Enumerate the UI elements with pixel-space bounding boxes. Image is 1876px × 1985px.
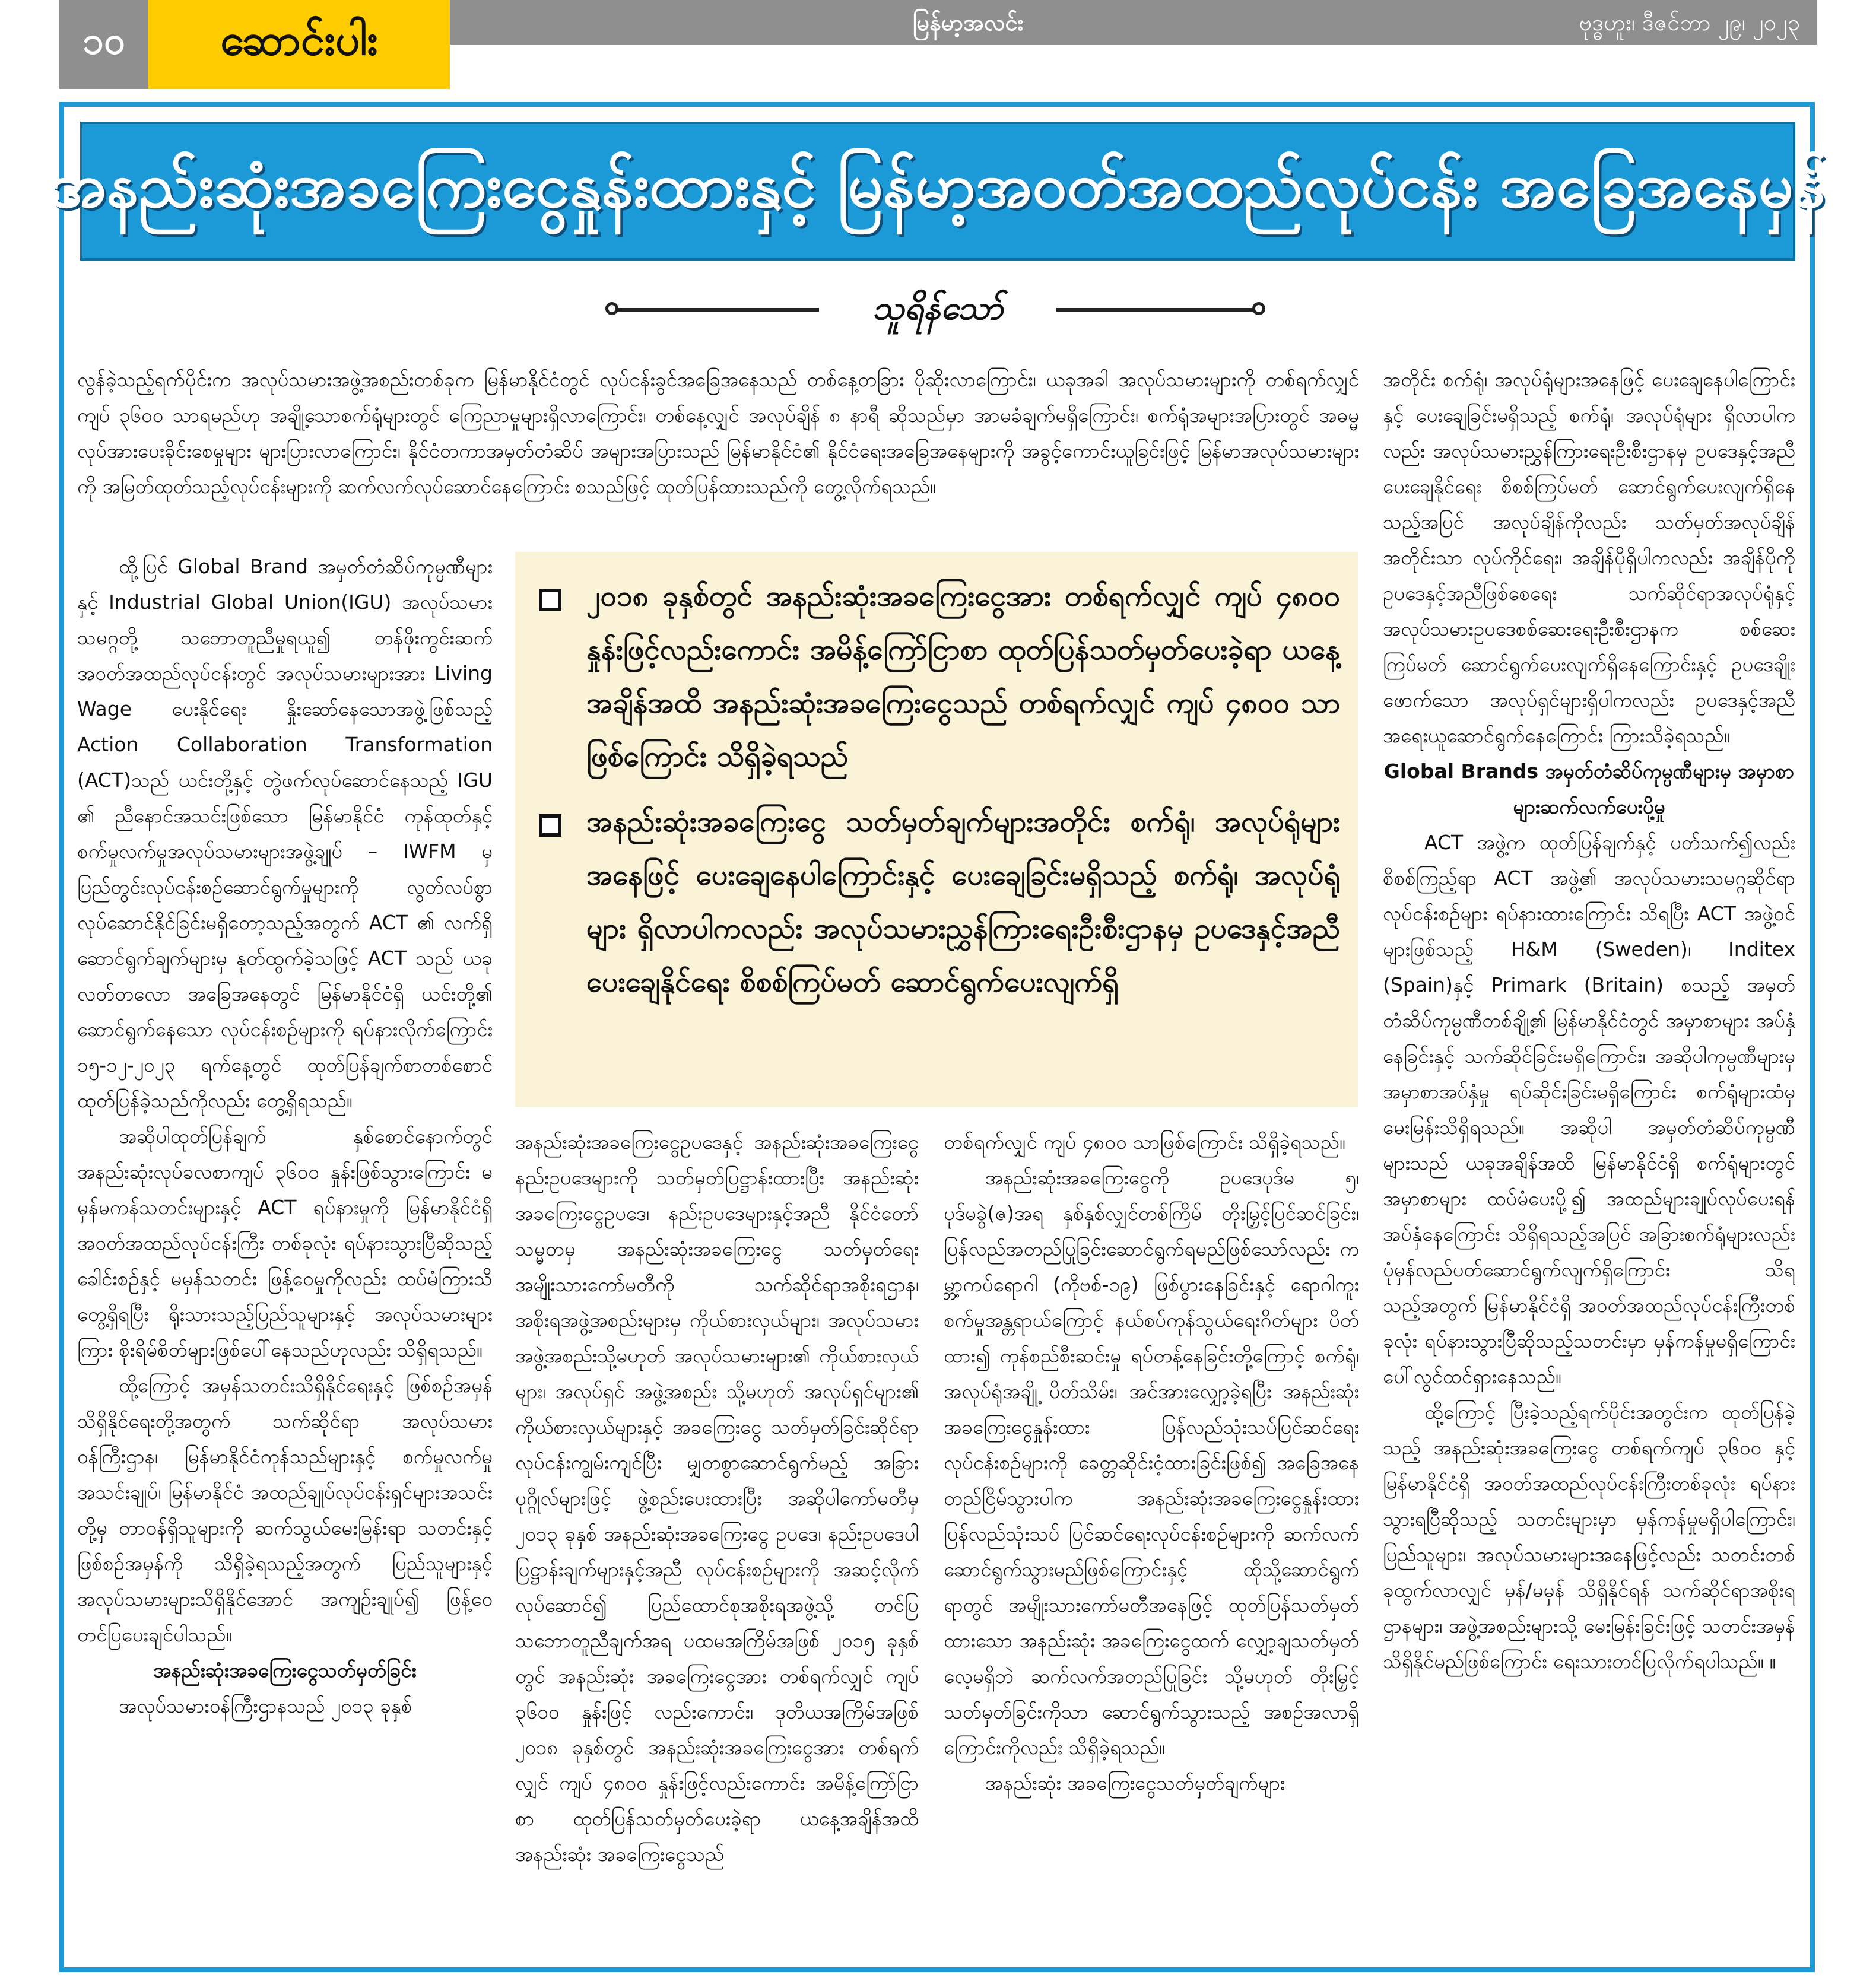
paragraph: အလုပ်သမားဝန်ကြီးဌာနသည် ၂၀၁၃ ခုနှစ် (119, 1694, 412, 1717)
column-middle-2 (944, 1125, 1359, 1955)
byline-row (605, 291, 1270, 326)
paragraph: အတိုင်း စက်ရုံ၊ အလုပ်ရုံများအနေဖြင့် ပေးချေနေပါကြောင်းနှင့် ပေးချေခြင်းမရှိသည့် စက်ရုံ၊ အလုပ်ရုံများ ရှိလာပါကလည်း အလုပ်သမားညွှန်ကြားရေးဦးစီးဌာနမှ ဥပဒေနှင့်အညီ ပေးချေနိုင်ရေး စိစစ်ကြပ်မတ် ဆောင်ရွက်ပေးလျက်ရှိနေသည့်အပြင် အလုပ်ချိန်ကိုလည်း သတ်မှတ်အလုပ်ချိန်အတိုင်းသာ လုပ်ကိုင်ရေး၊ အချိန်ပိုရှိပါကလည်း အချိန်ပိုကို ဥပဒေနှင့်အညီဖြစ်စေရေး သက်ဆိုင်ရာအလုပ်ရုံနှင့် အလုပ်သမားဥပဒေစစ်ဆေးရေးဦးစီးဌာနက စစ်ဆေးကြပ်မတ် ဆောင်ရွက်ပေးလျက်ရှိနေကြောင်းနှင့် ဥပဒေချိုးဖောက်သော အလုပ်ရှင်များရှိပါကလည်း ဥပဒေနှင့်အညီ အရေးယူဆောင်ရွက်နေကြောင်း ကြားသိခဲ့ရသည်။ (1383, 368, 1795, 747)
paragraph: ထို့ကြောင့် အမှန်သတင်းသိရှိနိုင်ရေးနှင့် ဖြစ်စဉ်အမှန်သိရှိနိုင်ရေးတို့အတွက် သက်ဆိုင်ရာ အလုပ်သမားဝန်ကြီးဌာန၊ မြန်မာနိုင်ငံကုန်သည်များနှင့် စက်မှုလက်မှုအသင်းချုပ်၊ မြန်မာနိုင်ငံ အထည်ချုပ်လုပ်ငန်းရှင်များအသင်းတို့မှ တာဝန်ရှိသူများကို ဆက်သွယ်မေးမြန်းရာ သတင်းနှင့် ဖြစ်စဉ်အမှန်ကို သိရှိခဲ့ရသည့်အတွက် ပြည်သူများနှင့် အလုပ်သမားများသိရှိနိုင်အောင် အကျဉ်းချုပ်၍ ဖြန့်ဝေတင်ပြပေးချင်ပါသည်။ (77, 1374, 493, 1646)
page-header (0, 0, 1876, 92)
subheading-global-brands: Global Brands အမှတ်တံဆိပ်ကုမ္ပဏီများမှ အမှာစာများဆက်လက်ပေးပို့မှု (1383, 760, 1795, 818)
paragraph: အနည်းဆုံးအခကြေးငွေကို ဥပဒေပုဒ်မ ၅၊ ပုဒ်မခွဲ(ဇ)အရ နှစ်နှစ်လျှင်တစ်ကြိမ် တိုးမြှင့်ပြင်ဆင်ခြင်း၊ ပြန်လည်အတည်ပြုခြင်းဆောင်ရွက်ရမည်ဖြစ်သော်လည်း ကမ္ဘာ့ကပ်ရောဂါ (ကိုဗစ်-၁၉) ဖြစ်ပွားနေခြင်းနှင့် ရောဂါကူးစက်မှုအန္တရာယ်ကြောင့် နယ်စပ်ကုန်သွယ်ရေးဂိတ်များ ပိတ်ထား၍ ကုန်စည်စီးဆင်းမှု ရပ်တန့်နေခြင်းတို့ကြောင့် စက်ရုံ၊ အလုပ်ရုံအချို့ ပိတ်သိမ်း၊ အင်အားလျှော့ခဲ့ရပြီး အနည်းဆုံး အခကြေးငွေနှုန်းထား ပြန်လည်သုံးသပ်ပြင်ဆင်ရေး လုပ်ငန်းစဉ်များကို ခေတ္တဆိုင်းငံ့ထားခြင်းဖြစ်၍ အခြေအနေ တည်ငြိမ်သွားပါက အနည်းဆုံးအခကြေးငွေနှုန်းထား ပြန်လည်သုံးသပ် ပြင်ဆင်ရေးလုပ်ငန်းစဉ်များကို ဆက်လက်ဆောင်ရွက်သွားမည်ဖြစ်ကြောင်းနှင့် ထိုသို့ဆောင်ရွက်ရာတွင် အမျိုးသားကော်မတီအနေဖြင့် ထုတ်ပြန်သတ်မှတ်ထားသော အနည်းဆုံး အခကြေးငွေထက် လျှော့ချသတ်မှတ်လေ့မရှိဘဲ ဆက်လက်အတည်ပြုခြင်း သို့မဟုတ် တိုးမြှင့်သတ်မှတ်ခြင်းကိုသာ ဆောင်ရွက်သွားသည့် အစဉ်အလာရှိကြောင်းကိုလည်း သိရှိခဲ့ရသည်။ (944, 1166, 1359, 1759)
column-right (1383, 362, 1795, 1958)
column-left (77, 549, 493, 1955)
highlight-item (533, 570, 1340, 783)
paragraph: ထို့ပြင် Global Brand အမှတ်တံဆိပ်ကုမ္ပဏီများနှင့် Industrial Global Union(IGU) အလုပ်သမားသမဂ္ဂတို့ သဘောတူညီမှုရယူ၍ တန်ဖိုးကွင်းဆက် အဝတ်အထည်လုပ်ငန်းတွင် အလုပ်သမားများအား Living Wage ပေးနိုင်ရေး နှိုးဆော်နေသောအဖွဲ့ဖြစ်သည့် Action Collaboration Transformation (ACT)သည် ယင်းတို့နှင့် တွဲဖက်လုပ်ဆောင်နေသည့် IGU ၏ ညီနောင်အသင်းဖြစ်သော မြန်မာနိုင်ငံ ကုန်ထုတ်နှင့် စက်မှုလက်မှုအလုပ်သမားများအဖွဲ့ချုပ် – IWFM မှ ပြည်တွင်းလုပ်ငန်းစဉ်ဆောင်ရွက်မှုများကို လွတ်လပ်စွာ လုပ်ဆောင်နိုင်ခြင်းမရှိတော့သည့်အတွက် ACT ၏ လက်ရှိဆောင်ရွက်ချက်များမှ နုတ်ထွက်ခဲ့သဖြင့် ACT သည် ယခု လတ်တလော အခြေအနေတွင် မြန်မာနိုင်ငံရှိ ယင်းတို့၏ ဆောင်ရွက်နေသော လုပ်ငန်းစဉ်များကို ရပ်နားလိုက်ကြောင်း ၁၅-၁၂-၂၀၂၃ ရက်နေ့တွင် ထုတ်ပြန်ချက်စာတစ်စောင် ထုတ်ပြန်ခဲ့သည်ကိုလည်း တွေ့ရှိရသည်။ (77, 555, 493, 1112)
paragraph: အနည်းဆုံးအခကြေးငွေဥပဒေနှင့် အနည်းဆုံးအခကြေးငွေနည်းဥပဒေများကို သတ်မှတ်ပြဋ္ဌာန်းထားပြီး အနည်းဆုံးအခကြေးငွေဥပဒေ၊ နည်းဥပဒေများနှင့်အညီ နိုင်ငံတော်သမ္မတမှ အနည်းဆုံးအခကြေးငွေ သတ်မှတ်ရေး အမျိုးသားကော်မတီကို သက်ဆိုင်ရာအစိုးရဌာန၊ အစိုးရအဖွဲ့အစည်းများမှ ကိုယ်စားလှယ်များ၊ အလုပ်သမားအဖွဲ့အစည်းသို့မဟုတ် အလုပ်သမားများ၏ ကိုယ်စားလှယ်များ၊ အလုပ်ရှင် အဖွဲ့အစည်း သို့မဟုတ် အလုပ်ရှင်များ၏ ကိုယ်စားလှယ်များနှင့် အခကြေးငွေ သတ်မှတ်ခြင်းဆိုင်ရာ လုပ်ငန်းကျွမ်းကျင်ပြီး မျှတစွာဆောင်ရွက်မည့် အခြားပုဂ္ဂိုလ်များဖြင့် ဖွဲ့စည်းပေးထားပြီး အဆိုပါကော်မတီမှ ၂၀၁၃ ခုနှစ် အနည်းဆုံးအခကြေးငွေ ဥပဒေ၊ နည်းဥပဒေပါပြဋ္ဌာန်းချက်များနှင့်အညီ လုပ်ငန်းစဉ်များကို အဆင့်လိုက်လုပ်ဆောင်၍ ပြည်ထောင်စုအစိုးရအဖွဲ့သို့ တင်ပြသဘောတူညီချက်အရ ပထမအကြိမ်အဖြစ် ၂၀၁၅ ခုနှစ်တွင် အနည်းဆုံး အခကြေးငွေအား တစ်ရက်လျှင် ကျပ် ၃၆၀၀ နှုန်းဖြင့် လည်းကောင်း၊ ဒုတိယအကြိမ်အဖြစ် ၂၀၁၈ ခုနှစ်တွင် အနည်းဆုံးအခကြေးငွေအား တစ်ရက်လျှင် ကျပ် ၄၈၀၀ နှုန်းဖြင့်လည်းကောင်း အမိန့်ကြော်ငြာစာ ထုတ်ပြန်သတ်မှတ်ပေးခဲ့ရာ ယနေ့အချိန်အထိ အနည်းဆုံး အခကြေးငွေသည် (515, 1130, 919, 1866)
end-mark: ။ (1769, 1650, 1776, 1673)
byline-rule-right (1056, 308, 1258, 312)
byline-ornament-right (1252, 302, 1265, 315)
checkbox-bullet-icon (539, 814, 561, 837)
headline-banner (50, 122, 1826, 261)
paragraph: အဆိုပါထုတ်ပြန်ချက် နှစ်စောင်နောက်တွင် အနည်းဆုံးလုပ်ခလစာကျပ် ၃၆၀၀ နှုန်းဖြစ်သွားကြောင်း မမှန်မကန်သတင်းများနှင့် ACT ရပ်နားမှုကို မြန်မာနိုင်ငံရှိ အဝတ်အထည်လုပ်ငန်းကြီး တစ်ခုလုံး ရပ်နားသွားပြီဆိုသည့် ခေါင်းစဉ်နှင့် မမှန်သတင်း ဖြန့်ဝေမှုကိုလည်း ထပ်မံကြားသိတွေ့ရှိရပြီး ရိုးသားသည့်ပြည်သူများနှင့် အလုပ်သမားများကြား စိုးရိမ်စိတ်များဖြစ်ပေါ်နေသည်ဟုလည်း သိရှိရသည်။ (77, 1125, 493, 1361)
highlight-text: ၂၀၁၈ ခုနှစ်တွင် အနည်းဆုံးအခကြေးငွေအား တစ်ရက်လျှင် ကျပ် ၄၈၀၀ နှုန်းဖြင့်လည်းကောင်း အမိန့်ကြော်ငြာစာ ထုတ်ပြန်သတ်မှတ်ပေးခဲ့ရာ ယနေ့အချိန်အထိ အနည်းဆုံးအခကြေးငွေသည် တစ်ရက်လျှင် ကျပ် ၄၈၀၀ သာဖြစ်ကြောင်း သိရှိခဲ့ရသည် (586, 580, 1340, 773)
paragraph (1383, 1395, 1795, 1679)
subheading-minimum-wage: အနည်းဆုံးအခကြေးငွေသတ်မှတ်ခြင်း (153, 1659, 417, 1682)
page-number: ၁၀ (59, 0, 148, 89)
byline-rule-left (617, 308, 819, 312)
highlight-box (515, 552, 1358, 1107)
section-label: ဆောင်းပါး (148, 0, 450, 89)
article-headline: အနည်းဆုံးအခကြေးငွေနှုန်းထားနှင့် မြန်မာ့အဝတ်အထည်လုပ်ငန်း အခြေအနေမှန် (50, 149, 1826, 221)
paragraph: အနည်းဆုံး အခကြေးငွေသတ်မှတ်ချက်များ (985, 1771, 1285, 1795)
highlight-text: အနည်းဆုံးအခကြေးငွေ သတ်မှတ်ချက်များအတိုင်း စက်ရုံ၊ အလုပ်ရုံများအနေဖြင့် ပေးချေနေပါကြောင်းနှင့် ပေးချေခြင်းမရှိသည့် စက်ရုံ၊ အလုပ်ရုံများ ရှိလာပါကလည်း အလုပ်သမားညွှန်ကြားရေးဦးစီးဌာနမှ ဥပဒေနှင့်အညီ ပေးချေနိုင်ရေး စိစစ်ကြပ်မတ် ဆောင်ရွက်ပေးလျက်ရှိ (586, 805, 1340, 999)
paragraph: တစ်ရက်လျှင် ကျပ် ၄၈၀၀ သာဖြစ်ကြောင်း သိရှိခဲ့ရသည်။ (944, 1130, 1345, 1154)
paragraph-text: ထို့ကြောင့် ပြီးခဲ့သည့်ရက်ပိုင်းအတွင်းက ထုတ်ပြန်ခဲ့သည့် အနည်းဆုံးအခကြေးငွေ တစ်ရက်ကျပ် ၃၆၀၀ နှင့် မြန်မာနိုင်ငံရှိ အဝတ်အထည်လုပ်ငန်းကြီးတစ်ခုလုံး ရပ်နားသွားရပြီဆိုသည့် သတင်းများမှာ မှန်ကန်မှုမရှိပါကြောင်း၊ ပြည်သူများ၊ အလုပ်သမားများအနေဖြင့်လည်း သတင်းတစ်ခုထွက်လာလျှင် မှန်/မမှန် သိရှိနိုင်ရန် သက်ဆိုင်ရာအစိုးရဌာနများ၊ အဖွဲ့အစည်းများသို့ မေးမြန်းခြင်းဖြင့် သတင်းအမှန် သိရှိနိုင်မည်ဖြစ်ကြောင်း ရေးသားတင်ပြလိုက်ရပါသည်။ (1383, 1400, 1795, 1673)
article-byline: သူရိန်သော် (872, 289, 1004, 328)
column-middle (515, 1125, 919, 1955)
masthead-strip (450, 0, 1817, 45)
intro-paragraph (77, 362, 1359, 540)
issue-date: ဗုဒ္ဓဟူး၊ ဒီဇင်ဘာ ၂၉၊ ၂၀၂၃ (1579, 9, 1800, 36)
paragraph: ACT အဖွဲ့က ထုတ်ပြန်ချက်နှင့် ပတ်သက်၍လည်း စိစစ်ကြည့်ရာ ACT အဖွဲ့၏ အလုပ်သမားသမဂ္ဂဆိုင်ရာ လုပ်ငန်းစဉ်များ ရပ်နားထားကြောင်း သိရပြီး ACT အဖွဲ့ဝင်များဖြစ်သည့် H&M (Sweden)၊ Inditex (Spain)နှင့် Primark (Britain) စသည့် အမှတ်တံဆိပ်ကုမ္ပဏီတစ်ချို့၏ မြန်မာနိုင်ငံတွင် အမှာစာများ အပ်နှံနေခြင်းနှင့် သက်ဆိုင်ခြင်းမရှိကြောင်း၊ အဆိုပါကုမ္ပဏီများမှ အမှာစာအပ်နှံမှု ရပ်ဆိုင်းခြင်းမရှိကြောင်း စက်ရုံများထံမှ မေးမြန်းသိရှိရသည်။ အဆိုပါ အမှတ်တံဆိပ်ကုမ္ပဏီများသည် ယခုအချိန်အထိ မြန်မာနိုင်ငံရှိ စက်ရုံများတွင် အမှာစာများ ထပ်မံပေးပို့၍ အထည်များချုပ်လုပ်ပေးရန် အပ်နှံနေကြောင်း သိရှိရသည့်အပြင် အခြားစက်ရုံများလည်း ပုံမှန်လည်ပတ်ဆောင်ရွက်လျက်ရှိကြောင်း သိရသည့်အတွက် မြန်မာနိုင်ငံရှိ အဝတ်အထည်လုပ်ငန်းကြီးတစ်ခုလုံး ရပ်နားသွားပြီဆိုသည့်သတင်းမှာ မှန်ကန်မှုမရှိကြောင်း ပေါ်လွင်ထင်ရှားနေသည်။ (1383, 831, 1795, 1388)
intro-text: လွန်ခဲ့သည့်ရက်ပိုင်းက အလုပ်သမားအဖွဲ့အစည်းတစ်ခုက မြန်မာနိုင်ငံတွင် လုပ်ငန်းခွင်အခြေအနေသည် တစ်နေ့တခြား ပိုဆိုးလာကြောင်း၊ ယခုအခါ အလုပ်သမားများကို တစ်ရက်လျှင် ကျပ် ၃၆၀၀ သာရမည်ဟု အချို့သောစက်ရုံများတွင် ကြေညာမှုများရှိလာကြောင်း၊ တစ်နေ့လျှင် အလုပ်ချိန် ၈ နာရီ ဆိုသည်မှာ အာမခံချက်မရှိကြောင်း၊ စက်ရုံအများအပြားတွင် အဓမ္မလုပ်အားပေးခိုင်းစေမှုများ များပြားလာကြောင်း၊ နိုင်ငံတကာအမှတ်တံဆိပ် အများအပြားသည် မြန်မာနိုင်ငံ၏ နိုင်ငံရေးအခြေအနေများကို အခွင့်ကောင်းယူခြင်းဖြင့် မြန်မာအလုပ်သမားများကို အမြတ်ထုတ်သည့်လုပ်ငန်းများကို ဆက်လက်လုပ်ဆောင်နေကြောင်း စသည်ဖြင့် ထုတ်ပြန်ထားသည်ကို တွေ့လိုက်ရသည်။ (77, 368, 1359, 498)
checkbox-bullet-icon (539, 589, 561, 611)
newspaper-name: မြန်မာ့အလင်း (913, 9, 1024, 36)
highlight-item (533, 795, 1340, 1009)
byline-ornament-left (605, 302, 618, 315)
